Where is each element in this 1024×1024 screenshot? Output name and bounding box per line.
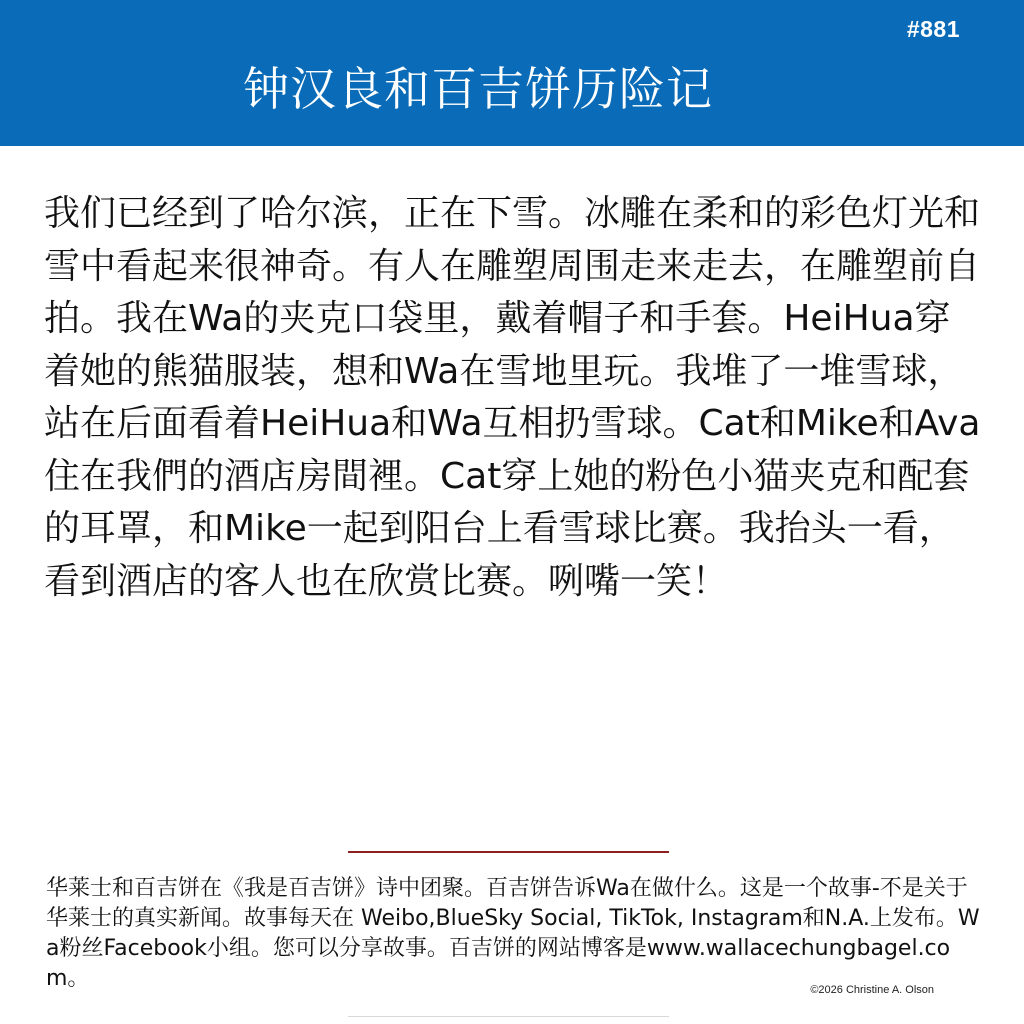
copyright-notice: ©2026 Christine A. Olson	[810, 984, 934, 996]
story-text: 我们已经到了哈尔滨，正在下雪。冰雕在柔和的彩色灯光和雪中看起来很神奇。有人在雕塑周围走来走去，在雕塑前自拍。我在Wa的夹克口袋里，戴着帽子和手套。HeiHua穿着她的熊猫服装，想和Wa在雪地里玩。我堆了一堆雪球，站在后面看着HeiHua和Wa互相扔雪球。Cat和Mike和Ava住在我們的酒店房間裡。Cat穿上她的粉色小猫夹克和配套的耳罩，和Mike一起到阳台上看雪球比赛。我抬头一看，看到酒店的客人也在欣赏比赛。咧嘴一笑！	[44, 193, 981, 602]
header-banner	[0, 0, 1024, 146]
bottom-divider	[348, 1016, 669, 1017]
divider	[348, 851, 669, 853]
episode-number: #881	[906, 16, 960, 42]
page-title: 钟汉良和百吉饼历险记	[243, 62, 713, 116]
footer-note: 华莱士和百吉饼在《我是百吉饼》诗中团聚。百吉饼告诉Wa在做什么。这是一个故事-不是关于华莱士的真实新闻。故事每天在 Weibo,BlueSky Social, TikTok, Instagram和N.A.上发布。Wa粉丝Facebook小组。您可以分享故事。百吉饼的网站博客是www.wallacechungbagel.com。	[46, 876, 980, 991]
